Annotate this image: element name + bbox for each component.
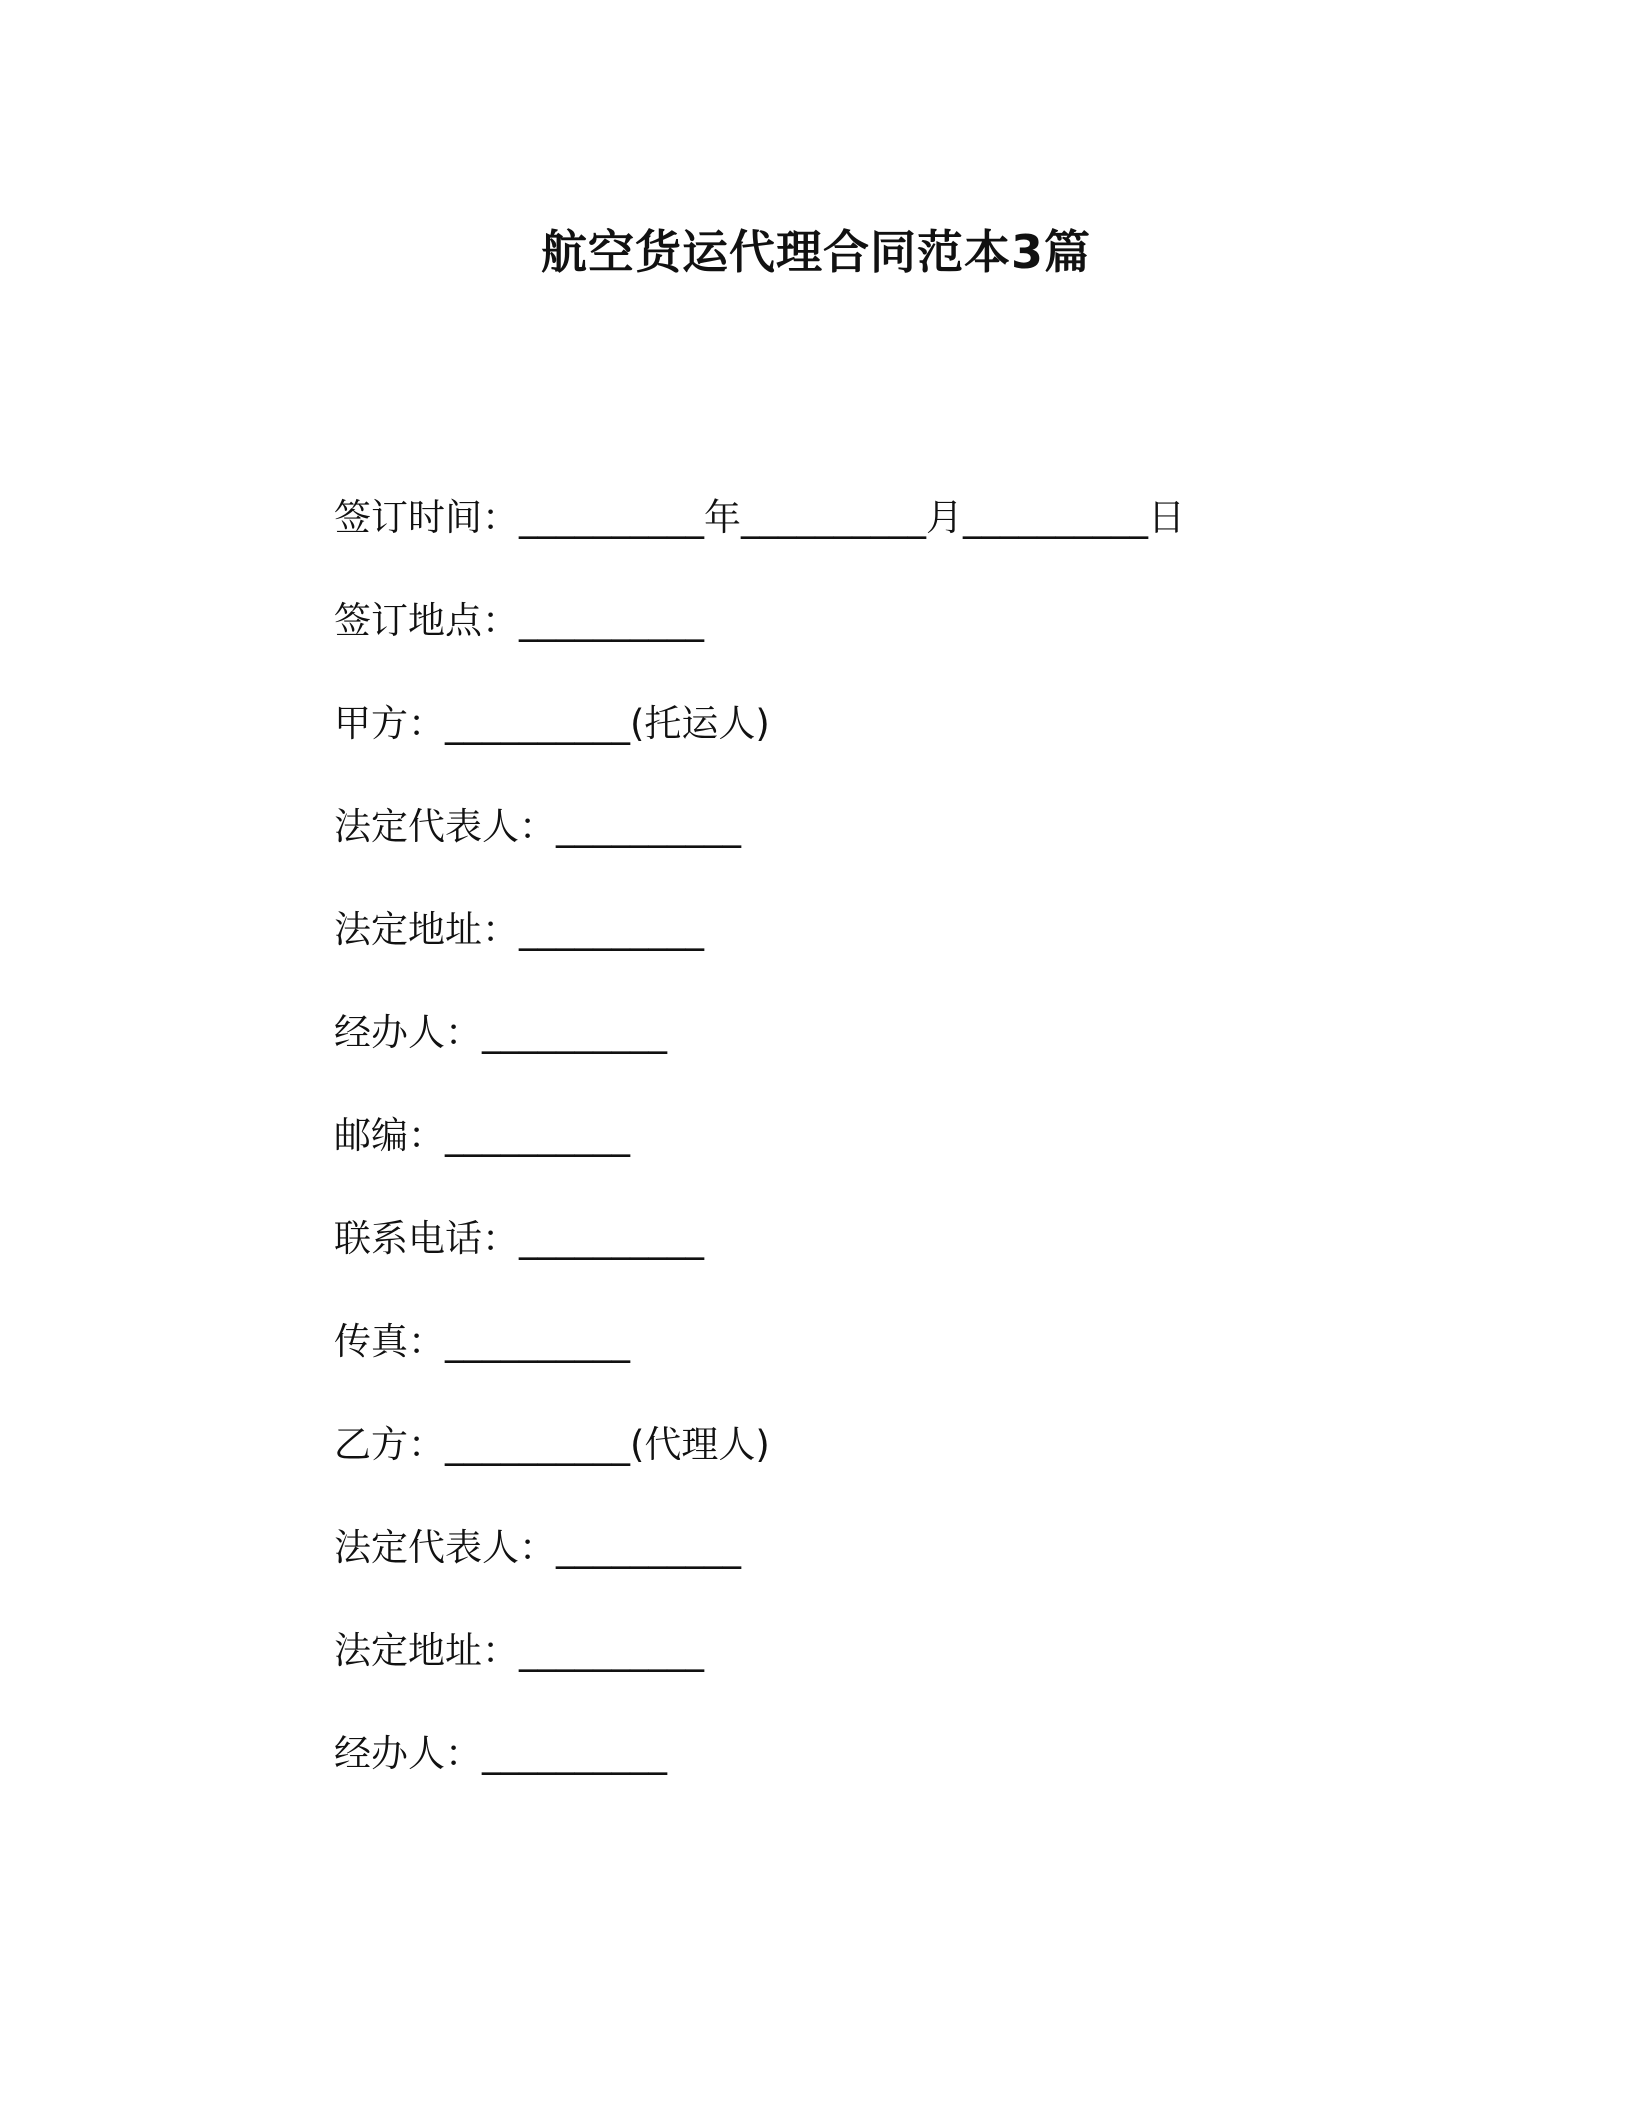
- document-title: 航空货运代理合同范本3篇: [540, 225, 1091, 279]
- field-label: 法定代表人：: [334, 805, 556, 848]
- field-signing-time: [334, 492, 1185, 544]
- field-phone: [334, 1213, 704, 1265]
- blank-line-day: __________: [963, 496, 1148, 539]
- blank-line: __________: [556, 1526, 741, 1569]
- field-suffix: (代理人): [630, 1423, 770, 1466]
- field-party-b: [334, 1419, 770, 1471]
- field-legal-address-a: [334, 904, 704, 956]
- field-label: 法定地址：: [334, 908, 519, 951]
- field-label: 联系电话：: [334, 1217, 519, 1260]
- blank-line: __________: [445, 1423, 630, 1466]
- blank-line: __________: [445, 1114, 630, 1157]
- field-fax: [334, 1316, 630, 1368]
- blank-line: __________: [482, 1732, 667, 1775]
- field-postcode: [334, 1110, 630, 1162]
- field-legal-representative-b: [334, 1522, 741, 1574]
- blank-line-month: __________: [741, 496, 926, 539]
- field-handler-a: [334, 1007, 667, 1059]
- field-legal-address-b: [334, 1625, 704, 1677]
- field-handler-b: [334, 1728, 667, 1780]
- blank-line: __________: [519, 1217, 704, 1260]
- blank-line-year: __________: [519, 496, 704, 539]
- field-label: 邮编：: [334, 1114, 445, 1157]
- blank-line: __________: [519, 599, 704, 642]
- field-suffix: (托运人): [630, 702, 770, 745]
- field-party-a: [334, 698, 770, 750]
- blank-line: __________: [519, 1629, 704, 1672]
- field-label: 传真：: [334, 1320, 445, 1363]
- field-label: 甲方：: [334, 702, 445, 745]
- field-label: 法定代表人：: [334, 1526, 556, 1569]
- blank-line: __________: [445, 1320, 630, 1363]
- unit-day: 日: [1148, 496, 1185, 539]
- unit-month: 月: [926, 496, 963, 539]
- blank-line: __________: [556, 805, 741, 848]
- field-legal-representative-a: [334, 801, 741, 853]
- blank-line: __________: [482, 1011, 667, 1054]
- blank-line: __________: [445, 702, 630, 745]
- field-label: 经办人：: [334, 1011, 482, 1054]
- field-label: 法定地址：: [334, 1629, 519, 1672]
- field-label: 签订时间：: [334, 496, 519, 539]
- field-label: 经办人：: [334, 1732, 482, 1775]
- blank-line: __________: [519, 908, 704, 951]
- field-label: 签订地点：: [334, 599, 519, 642]
- field-label: 乙方：: [334, 1423, 445, 1466]
- field-signing-place: [334, 595, 704, 647]
- unit-year: 年: [704, 496, 741, 539]
